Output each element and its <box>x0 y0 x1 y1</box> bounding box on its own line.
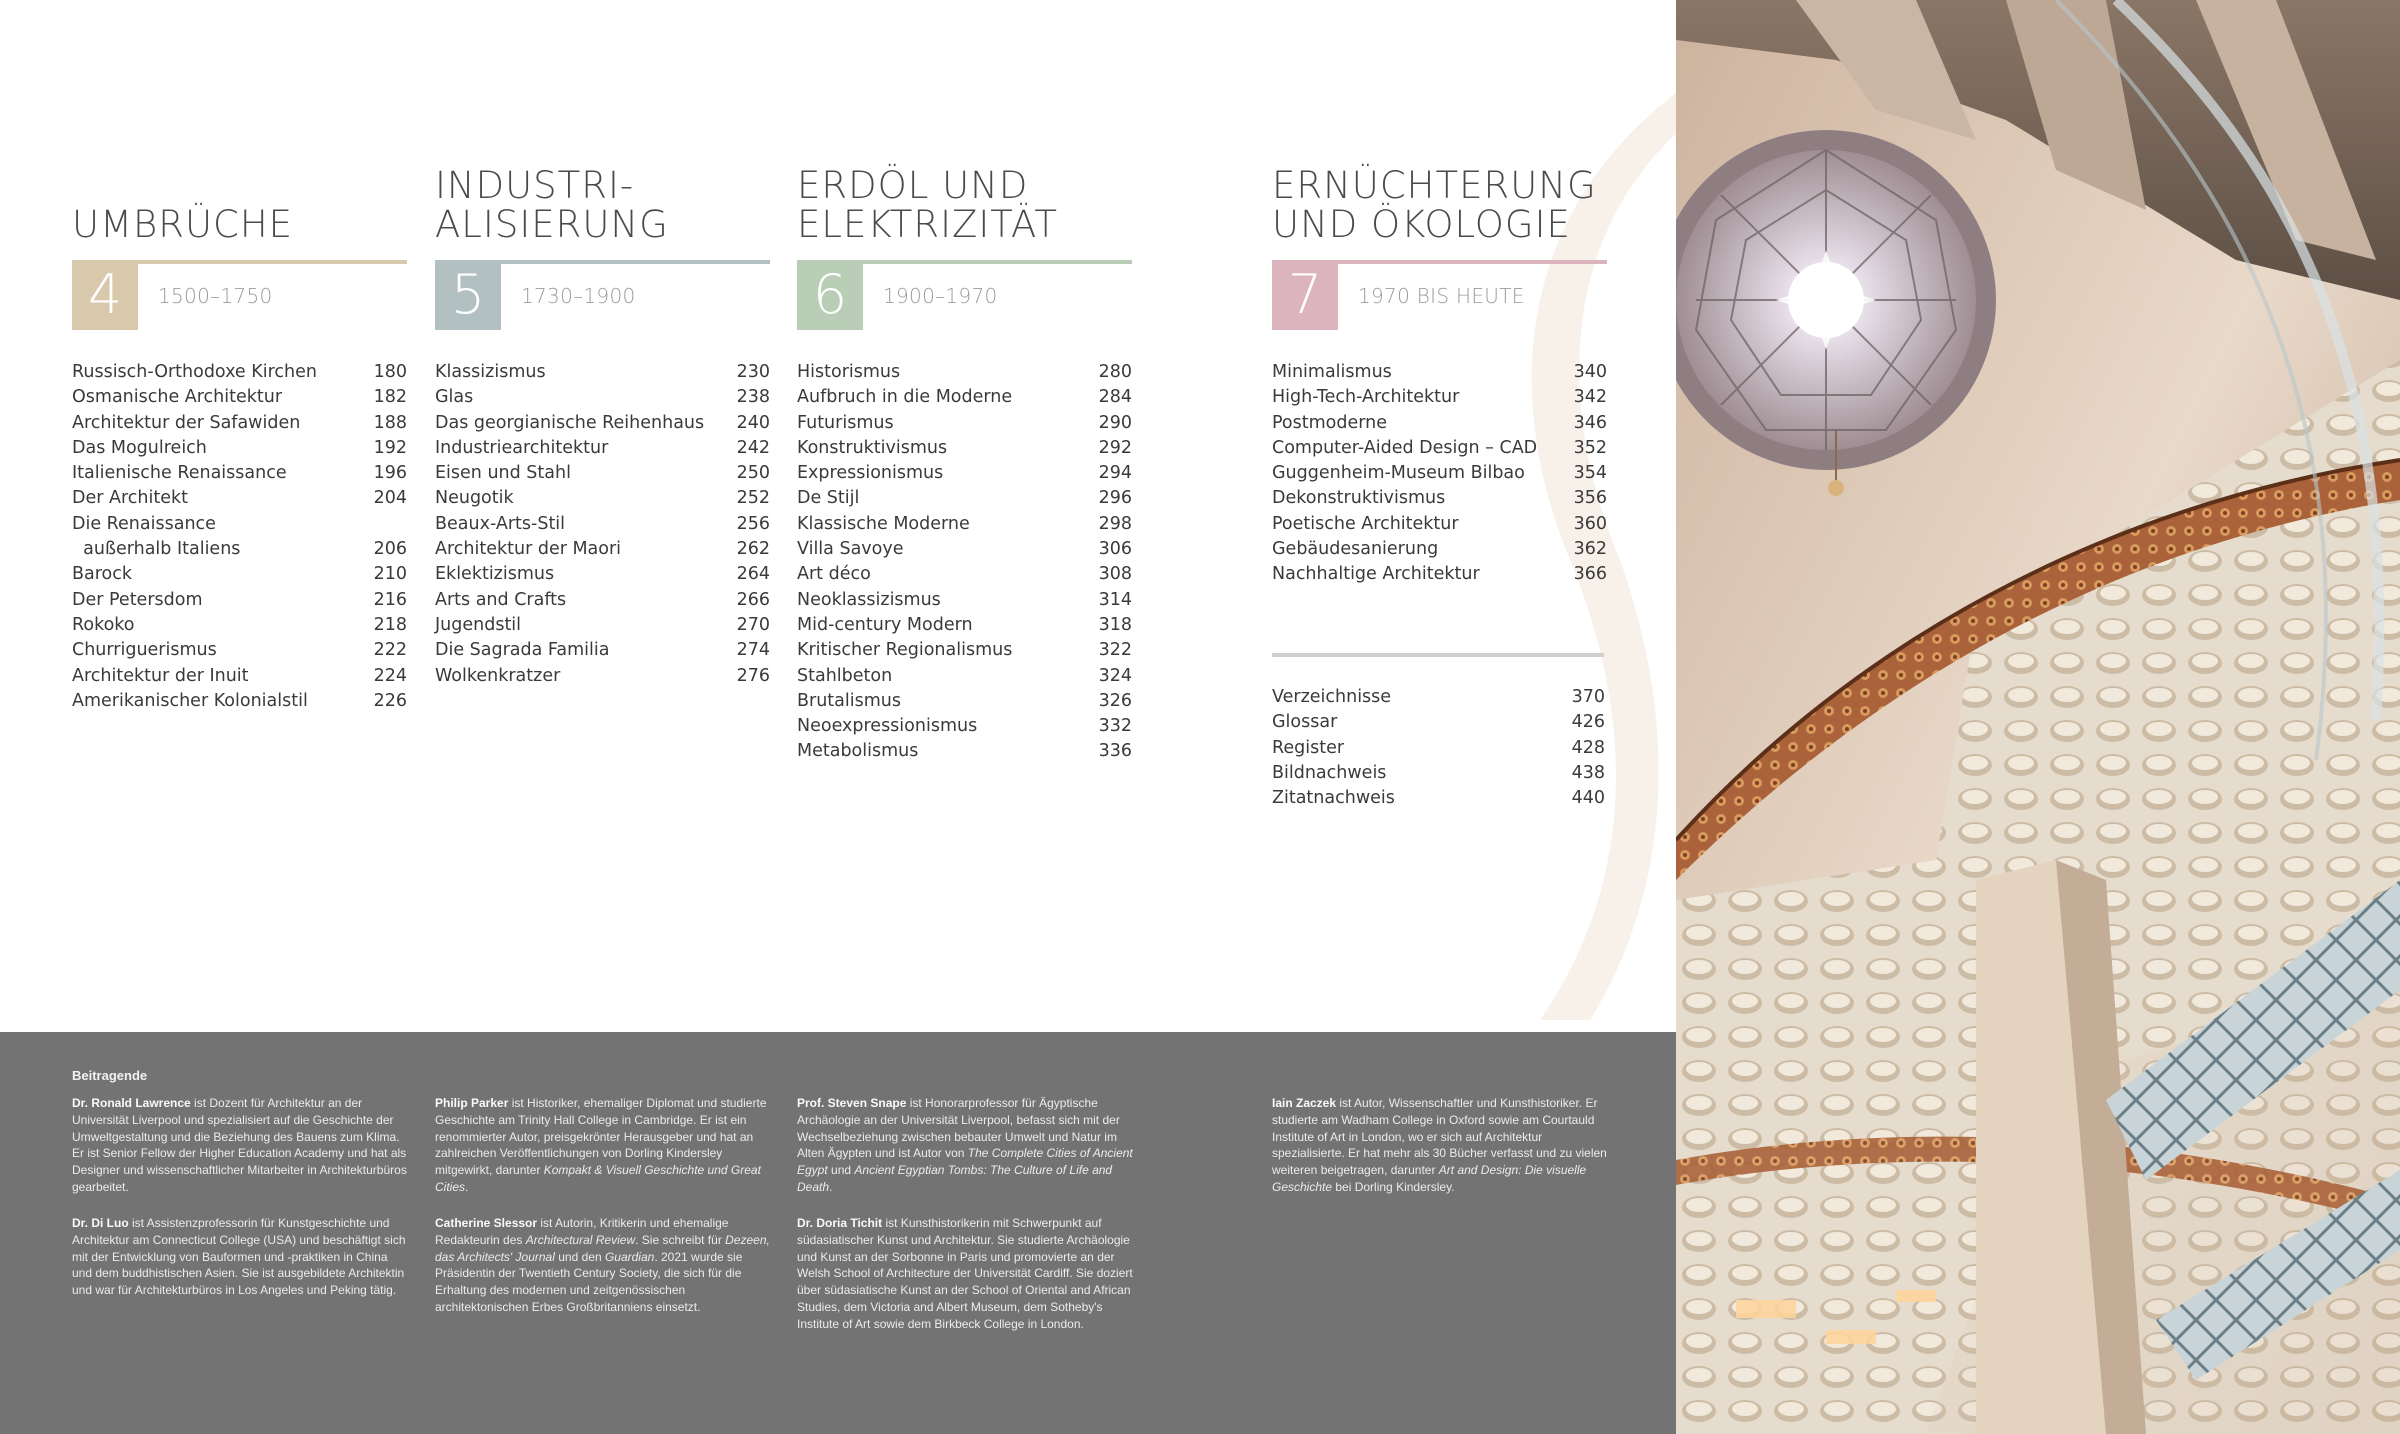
toc-entry-title: Glas <box>435 387 474 408</box>
bio-book-title: Kompakt & Visuell Geschichte und Great Cities <box>435 1163 761 1194</box>
toc-entry-page: 292 <box>1098 437 1132 458</box>
bio-text: ist Autor, Wissenschaftler und Kunsthistoriker. Er studierte am Wadham College in Oxford sowie am Courtauld Institute of Art in London, wo er sich auf Architektur spezialisierte. Er hat mehr als 30 Bücher verfasst und zu vielen weiteren beigetragen, darunter <box>1272 1096 1607 1178</box>
toc-entry-page: 360 <box>1573 513 1607 534</box>
bio-text: ist Assistenzprofessorin für Kunstgeschichte und Architektur am Connecticut College (USA) und beschäftigt sich mit der Entwicklung von Bauformen und -praktiken in China und dem buddhistischen Asien. Sie ist ausgebildete Architektin und war für Architekturbüros in Los Angeles und Peking tätig. <box>72 1216 406 1298</box>
toc-entry <box>435 461 770 486</box>
bio-book-title: Art and Design: Die visuelle Geschichte <box>1272 1163 1587 1194</box>
toc-entry-page: 222 <box>373 640 407 661</box>
bio-text: ist Kunsthistorikerin mit Schwerpunkt auf südasiatischer Kunst und Architektur. Sie studierte Archäologie und Kunst an der Sorbonne in Paris und promovierte an der Welsh School of Architecture der Universität Cardiff. Sie doziert über südasiatische Kunst an der School of Oriental and African Studies, dem Victoria and Albert Museum, dem Sotheby's Institute of Art sowie dem Birkbeck College in London. <box>797 1216 1133 1331</box>
bio-di-luo <box>72 1215 408 1299</box>
toc-entry <box>72 411 407 436</box>
toc-entry-title: Barock <box>72 564 133 585</box>
toc-entry <box>1272 512 1607 537</box>
toc-entry-title: Computer-Aided Design – CAD <box>1272 437 1538 458</box>
toc-entry <box>435 562 770 587</box>
toc-entry-page: 370 <box>1571 687 1605 707</box>
toc-entry <box>72 588 407 613</box>
chapter-number-box: 7 <box>1272 260 1338 330</box>
toc-entry <box>1272 486 1607 511</box>
chapter-entries <box>1272 360 1607 588</box>
chapter-title: ERNÜCHTERUNG UND ÖKOLOGIE <box>1272 164 1597 246</box>
toc-entry-page: 252 <box>736 488 770 509</box>
toc-entry-title: Jugendstil <box>435 614 522 635</box>
toc-entry <box>1272 786 1605 811</box>
toc-entry-title: Beaux-Arts-Stil <box>435 513 566 534</box>
toc-entry-title: Russisch-Orthodoxe Kirchen <box>72 362 317 382</box>
toc-entry <box>72 613 407 638</box>
chapter-title: ERDÖL UND ELEKTRIZITÄT <box>797 164 1059 246</box>
toc-entry <box>797 385 1132 410</box>
toc-entry <box>72 638 407 663</box>
bio-name: Dr. Ronald Lawrence <box>72 1096 191 1110</box>
bio-steven-snape <box>797 1095 1133 1196</box>
toc-entry <box>435 537 770 562</box>
toc-entry-title: High-Tech-Architektur <box>1272 387 1460 408</box>
bio-name: Prof. Steven Snape <box>797 1096 907 1110</box>
toc-entry <box>435 360 770 385</box>
toc-entry-title: Kritischer Regionalismus <box>797 640 1013 661</box>
toc-entry-title: Glossar <box>1272 712 1338 733</box>
toc-entry-page: 438 <box>1571 762 1605 783</box>
toc-entry-title: Guggenheim-Museum Bilbao <box>1272 463 1525 484</box>
chapter-years: 1500–1750 <box>158 284 273 308</box>
toc-entry <box>797 613 1132 638</box>
toc-entry-title: Wolkenkratzer <box>435 665 561 686</box>
toc-entry <box>72 385 407 410</box>
toc-entry-title: Brutalismus <box>797 690 901 711</box>
toc-entry-title: Arts and Crafts <box>435 589 567 610</box>
toc-entry-title: Die Renaissance <box>72 513 216 534</box>
toc-entry <box>1272 537 1607 562</box>
toc-entry-page: 206 <box>373 539 407 560</box>
toc-entry <box>435 411 770 436</box>
toc-entry-page: 318 <box>1098 614 1132 635</box>
toc-entry-page: 250 <box>736 463 770 484</box>
toc-entry <box>797 411 1132 436</box>
toc-entry <box>797 537 1132 562</box>
toc-entry <box>435 385 770 410</box>
toc-entry-page: 280 <box>1098 362 1132 382</box>
bio-book-title: Ancient Egyptian Tombs: The Culture of Life and Death <box>797 1163 1113 1194</box>
toc-entry <box>435 664 770 689</box>
toc-entry <box>72 537 407 562</box>
toc-entry-title: Amerikanischer Kolonialstil <box>72 690 308 711</box>
toc-entry-title: Das georgianische Reihenhaus <box>435 412 705 433</box>
toc-entry-page: 192 <box>373 437 407 458</box>
bio-philip-parker <box>435 1095 771 1196</box>
toc-entry <box>435 512 770 537</box>
bio-publication: Guardian <box>604 1249 655 1264</box>
bio-name: Catherine Slessor <box>435 1216 538 1230</box>
toc-entry <box>72 360 407 385</box>
toc-entry-title: Mid-century Modern <box>797 614 973 635</box>
toc-entry <box>1272 736 1605 761</box>
toc-entry-title: Dekonstruktivismus <box>1272 488 1446 509</box>
toc-entry-title: Nachhaltige Architektur <box>1272 564 1480 585</box>
toc-entry-title: Register <box>1272 737 1345 758</box>
chapter-years: 1970 BIS HEUTE <box>1358 284 1525 308</box>
toc-entry <box>1272 411 1607 436</box>
toc-entry-title: Verzeichnisse <box>1272 687 1392 707</box>
toc-entry-page: 238 <box>736 387 770 408</box>
toc-entry-page: 428 <box>1571 737 1605 758</box>
toc-entry-title: Metabolismus <box>797 741 919 762</box>
toc-entry-title: Die Sagrada Familia <box>435 640 610 661</box>
toc-entry-page: 240 <box>736 412 770 433</box>
toc-entry <box>1272 461 1607 486</box>
toc-entry-page: 226 <box>373 690 407 711</box>
toc-entry-title: Futurismus <box>797 412 894 433</box>
bio-catherine-slessor <box>435 1215 771 1316</box>
bio-name: Dr. Doria Tichit <box>797 1216 883 1230</box>
toc-entry-title: Neoklassizismus <box>797 589 941 610</box>
toc-entry <box>797 689 1132 714</box>
toc-entry-page: 356 <box>1573 488 1607 509</box>
toc-entry-page: 216 <box>373 589 407 610</box>
toc-entry-page: 242 <box>736 437 770 458</box>
bio-text: ist Autorin, Kritikerin und ehemalige Redakteurin des <box>435 1216 729 1247</box>
toc-entry-title: Architektur der Maori <box>435 539 622 560</box>
contributors-heading: Beitragende <box>72 1068 148 1083</box>
bio-name: Dr. Di Luo <box>72 1216 129 1230</box>
toc-entry <box>797 664 1132 689</box>
toc-entry-title: Klassische Moderne <box>797 513 970 534</box>
toc-entry-title: Industriearchitektur <box>435 437 609 458</box>
toc-entry-page: 366 <box>1573 564 1607 585</box>
toc-entry <box>72 486 407 511</box>
appendix-rule <box>1272 653 1604 657</box>
toc-entry-page: 352 <box>1573 437 1607 458</box>
bio-publication: Dezeen, das Architects' Journal <box>435 1232 770 1264</box>
toc-entry <box>1272 761 1605 786</box>
toc-entry <box>72 512 407 537</box>
appendix-entries <box>1272 685 1605 811</box>
chapter-entries <box>72 360 407 714</box>
toc-entry <box>1272 385 1607 410</box>
toc-entry-page: 266 <box>736 589 770 610</box>
toc-entry-page: 298 <box>1098 513 1132 534</box>
toc-entry-page: 354 <box>1573 463 1607 484</box>
toc-entry-title: Eisen und Stahl <box>435 463 571 484</box>
toc-entry <box>797 461 1132 486</box>
bio-text: und <box>827 1163 855 1178</box>
toc-entry-page: 362 <box>1573 539 1607 560</box>
toc-entry <box>72 562 407 587</box>
toc-entry-page: 346 <box>1573 412 1607 433</box>
toc-entry-page: 276 <box>736 665 770 686</box>
toc-entry-page: 314 <box>1098 589 1132 610</box>
toc-entry-page: 340 <box>1573 362 1607 382</box>
chapter-number-box: 5 <box>435 260 501 330</box>
toc-entry-title: Aufbruch in die Moderne <box>797 387 1013 408</box>
toc-entry <box>72 461 407 486</box>
bio-text: . <box>829 1179 833 1194</box>
chapter-entries <box>435 360 770 689</box>
toc-entry-title: Osmanische Architektur <box>72 387 283 408</box>
toc-entry <box>797 512 1132 537</box>
toc-entry-page: 196 <box>373 463 407 484</box>
toc-entry-page: 306 <box>1098 539 1132 560</box>
toc-entry-title: Gebäudesanierung <box>1272 539 1439 560</box>
chapter-years: 1730–1900 <box>521 284 636 308</box>
toc-entry-page: 224 <box>373 665 407 686</box>
toc-entry-title: Art déco <box>797 564 871 585</box>
toc-entry-title: Konstruktivismus <box>797 437 948 458</box>
toc-entry-page: 332 <box>1098 716 1132 737</box>
toc-entry-page: 274 <box>736 640 770 661</box>
toc-entry <box>1272 710 1605 735</box>
toc-entry-title: Villa Savoye <box>797 539 904 560</box>
toc-entry <box>797 436 1132 461</box>
toc-entry-page: 188 <box>373 412 407 433</box>
bio-text: . 2021 wurde sie Präsidentin der Twentieth Century Society, die sich für die Erhaltung des modernen und zeitgenössischen architektonischen Erbes Großbritanniens einsetzt. <box>435 1249 743 1314</box>
toc-entry-page: 264 <box>736 564 770 585</box>
chapter-title: INDUSTRI- ALISIERUNG <box>435 164 669 246</box>
toc-entry <box>797 638 1132 663</box>
toc-entry-page: 290 <box>1098 412 1132 433</box>
toc-entry-title: Neugotik <box>435 488 514 509</box>
toc-entry-title: Der Petersdom <box>72 589 203 610</box>
toc-entry <box>435 588 770 613</box>
toc-entry-title: Historismus <box>797 362 901 382</box>
toc-entry-page: 342 <box>1573 387 1607 408</box>
toc-entry-title: Bildnachweis <box>1272 762 1387 783</box>
atrium-illustration <box>1676 0 2400 1434</box>
bio-book-title: The Complete Cities of Ancient Egypt <box>797 1146 1133 1178</box>
toc-entry-title: Rokoko <box>72 614 135 635</box>
toc-entry <box>1272 685 1605 710</box>
toc-entry-title: Neoexpressionismus <box>797 716 978 737</box>
toc-entry-title: Italienische Renaissance <box>72 463 287 484</box>
toc-entry-title: außerhalb Italiens <box>72 539 241 560</box>
chapter-number-box: 6 <box>797 260 863 330</box>
toc-entry <box>797 562 1132 587</box>
bio-text: . <box>465 1179 469 1194</box>
toc-entry-title: Eklektizismus <box>435 564 555 585</box>
chapter-entries <box>797 360 1132 765</box>
toc-entry-title: Expressionismus <box>797 463 944 484</box>
toc-entry-page: 296 <box>1098 488 1132 509</box>
toc-entry <box>797 588 1132 613</box>
toc-entry-title: Churriguerismus <box>72 640 217 661</box>
bio-ronald-lawrence <box>72 1095 408 1196</box>
atrium-photo <box>1676 0 2400 1434</box>
toc-entry <box>435 638 770 663</box>
toc-entry-title: Postmoderne <box>1272 412 1387 433</box>
toc-entry <box>797 486 1132 511</box>
toc-entry-title: Klassizismus <box>435 362 546 382</box>
chapter-title: UMBRÜCHE <box>72 203 294 246</box>
bio-text: ist Historiker, ehemaliger Diplomat und studierte Geschichte am Trinity Hall College in Cambridge. Er ist ein renommierter Autor, preisgekrönter Herausgeber und hat an zahlreichen Veröffentlichungen von Dorling Kindersley mitgewirkt, darunter <box>435 1096 767 1178</box>
toc-entry <box>1272 562 1607 587</box>
bio-publication: Architectural Review <box>525 1232 636 1247</box>
bio-text: und den <box>554 1249 605 1264</box>
toc-entry-page: 256 <box>736 513 770 534</box>
toc-entry <box>1272 360 1607 385</box>
toc-entry-page: 218 <box>373 614 407 635</box>
toc-entry-page: 270 <box>736 614 770 635</box>
toc-entry-page: 308 <box>1098 564 1132 585</box>
toc-entry-page: 180 <box>373 362 407 382</box>
bio-name: Iain Zaczek <box>1272 1096 1337 1110</box>
toc-entry <box>72 664 407 689</box>
toc-entry <box>435 436 770 461</box>
chapter-number-box: 4 <box>72 260 138 330</box>
toc-entry-page: 336 <box>1098 741 1132 762</box>
chapter-years: 1900–1970 <box>883 284 998 308</box>
bio-text: bei Dorling Kindersley. <box>1332 1179 1455 1194</box>
toc-entry <box>797 739 1132 764</box>
toc-entry <box>72 689 407 714</box>
toc-entry <box>1272 436 1607 461</box>
toc-entry-page: 182 <box>373 387 407 408</box>
toc-entry-page: 210 <box>373 564 407 585</box>
toc-entry <box>435 486 770 511</box>
toc-entry-page: 294 <box>1098 463 1132 484</box>
bio-text: ist Dozent für Architektur an der Universität Liverpool und spezialisiert auf die Geschichte der Umweltgestaltung und die Beziehung des Bauens zum Klima. Er ist Senior Fellow der Higher Education Academy und hat als Designer und wissenschaftlicher Mitarbeiter in Architekturbüros gearbeitet. <box>72 1096 407 1194</box>
bio-text: . Sie schreibt für <box>635 1232 726 1247</box>
toc-entry <box>797 714 1132 739</box>
toc-entry-page: 324 <box>1098 665 1132 686</box>
toc-entry-page: 440 <box>1571 788 1605 809</box>
toc-entry-title: Poetische Architektur <box>1272 513 1459 534</box>
toc-entry-page: 326 <box>1098 690 1132 711</box>
toc-entry-title: Der Architekt <box>72 488 188 509</box>
bio-doria-tichit <box>797 1215 1133 1333</box>
toc-entry-page: 426 <box>1571 712 1605 733</box>
toc-entry-page: 204 <box>373 488 407 509</box>
toc-entry-page: 284 <box>1098 387 1132 408</box>
toc-entry-title: Minimalismus <box>1272 362 1392 382</box>
contributors-section <box>0 1032 1676 1434</box>
bio-name: Philip Parker <box>435 1096 509 1110</box>
toc-entry-title: Das Mogulreich <box>72 437 207 458</box>
bio-iain-zaczek <box>1272 1095 1608 1196</box>
toc-entry-title: Architektur der Safawiden <box>72 412 301 433</box>
toc-entry <box>797 360 1132 385</box>
toc-entry-page: 262 <box>736 539 770 560</box>
toc-entry-title: Architektur der Inuit <box>72 665 249 686</box>
toc-entry-title: De Stijl <box>797 488 860 509</box>
toc-entry <box>72 436 407 461</box>
toc-entry-title: Stahlbeton <box>797 665 893 686</box>
toc-entry <box>435 613 770 638</box>
toc-entry-title: Zitatnachweis <box>1272 788 1395 809</box>
bio-text: ist Honorarprofessor für Ägyptische Archäologie an der Universität Liverpool, befasst sich mit der Wechselbeziehung zwischen bebauter Umwelt und Natur im Alten Ägypten und ist Autor von <box>797 1096 1120 1161</box>
toc-entry-page: 230 <box>736 362 770 382</box>
toc-entry-page: 322 <box>1098 640 1132 661</box>
